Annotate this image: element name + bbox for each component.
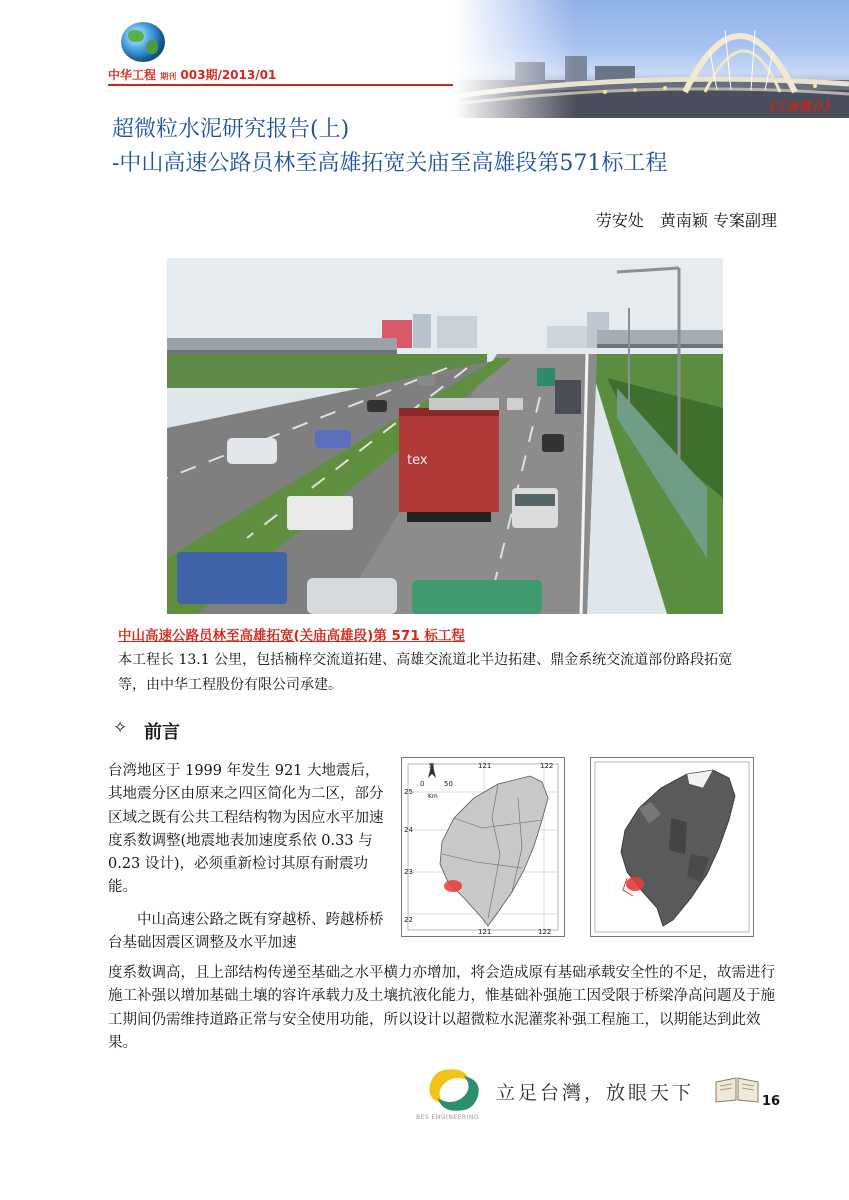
issue-number: 003期/2013/01 [180, 68, 277, 82]
lat-23-label: 23 [404, 868, 413, 876]
bes-logo [422, 1064, 488, 1116]
page-number: 16 [762, 1094, 781, 1109]
header-rule [108, 84, 453, 86]
photo-caption: 中山高速公路员林至高雄拓宽(关庙高雄段)第 571 标工程 [118, 628, 465, 644]
header-photo-fade [455, 0, 575, 118]
body-paragraph: 台湾地区于 1999 年发生 921 大地震后，其地震分区由原来之四区简化为二区，部分区域之既有公共工程结构物为因应水平加速度系数调整(地震地表加速度系依 0.33 与 0.23 设计)，必须重新检讨其原有耐震功能。 [108, 763, 384, 896]
issue-label: 期刊 [160, 72, 177, 81]
globe-logo [121, 22, 165, 62]
article-subtitle: -中山高速公路员林至高雄拓宽关庙至高雄段第571标工程 [112, 151, 668, 176]
globe-land [128, 30, 144, 42]
section-heading: 前言 [144, 722, 180, 743]
footer-slogan: 立足台灣，放眼天下 [496, 1082, 695, 1104]
scale-50-label: 50 [444, 780, 453, 788]
photo-description: 本工程长 13.1 公里，包括楠梓交流道拓建、高雄交流道北半边拓建、鼎金系统交流道部份路段拓宽等，由中华工程股份有限公司承建。 [118, 652, 733, 693]
lat-24-label: 24 [404, 826, 413, 834]
lon-122-label-bottom: 122 [538, 928, 552, 936]
author-byline: 劳安处 黄南颖 专案副理 [595, 211, 777, 230]
highway-photo [167, 258, 723, 614]
truck-text: tex [407, 453, 428, 468]
north-label: N [429, 762, 435, 770]
diamond-icon: ✧ [113, 718, 128, 738]
lat-25-label: 25 [404, 788, 413, 796]
article-title: 超微粒水泥研究报告(上) [112, 117, 350, 142]
body-paragraph: 中山高速公路之既有穿越桥、跨越桥桥台基础因震区调整及水平加速 [108, 912, 384, 952]
book-icon [714, 1076, 760, 1104]
journal-title [108, 66, 276, 83]
scale-0-label: 0 [420, 780, 425, 788]
globe-land [146, 40, 158, 54]
lon-121-label: 121 [478, 762, 492, 770]
lon-122-label: 122 [540, 762, 554, 770]
body-paragraph: 度系数调高，且上部结构传递至基础之水平横力亦增加，将会造成原有基础承载安全性的不足，故需进行施工补强以增加基础土壤的容许承载力及土壤抗液化能力，惟基础补强施工因受限于桥梁净高问题及于施工期间仍需维持道路正常与安全使用功能，所以设计以超微粒水泥灌浆补强工程施工，以期能达到此效果。 [108, 965, 775, 1051]
lon-121-label-bottom: 121 [478, 928, 492, 936]
taiwan-seismic-zone-map-new [590, 757, 754, 937]
scale-unit-label: Km [428, 793, 438, 800]
lat-22-label: 22 [404, 916, 413, 924]
taiwan-seismic-zone-map-old [401, 757, 565, 937]
journal-name: 中华工程 [108, 68, 157, 82]
bes-logo-text: BES ENGINEERING [416, 1114, 479, 1121]
section-tag: 《工务简介》 [762, 100, 835, 114]
